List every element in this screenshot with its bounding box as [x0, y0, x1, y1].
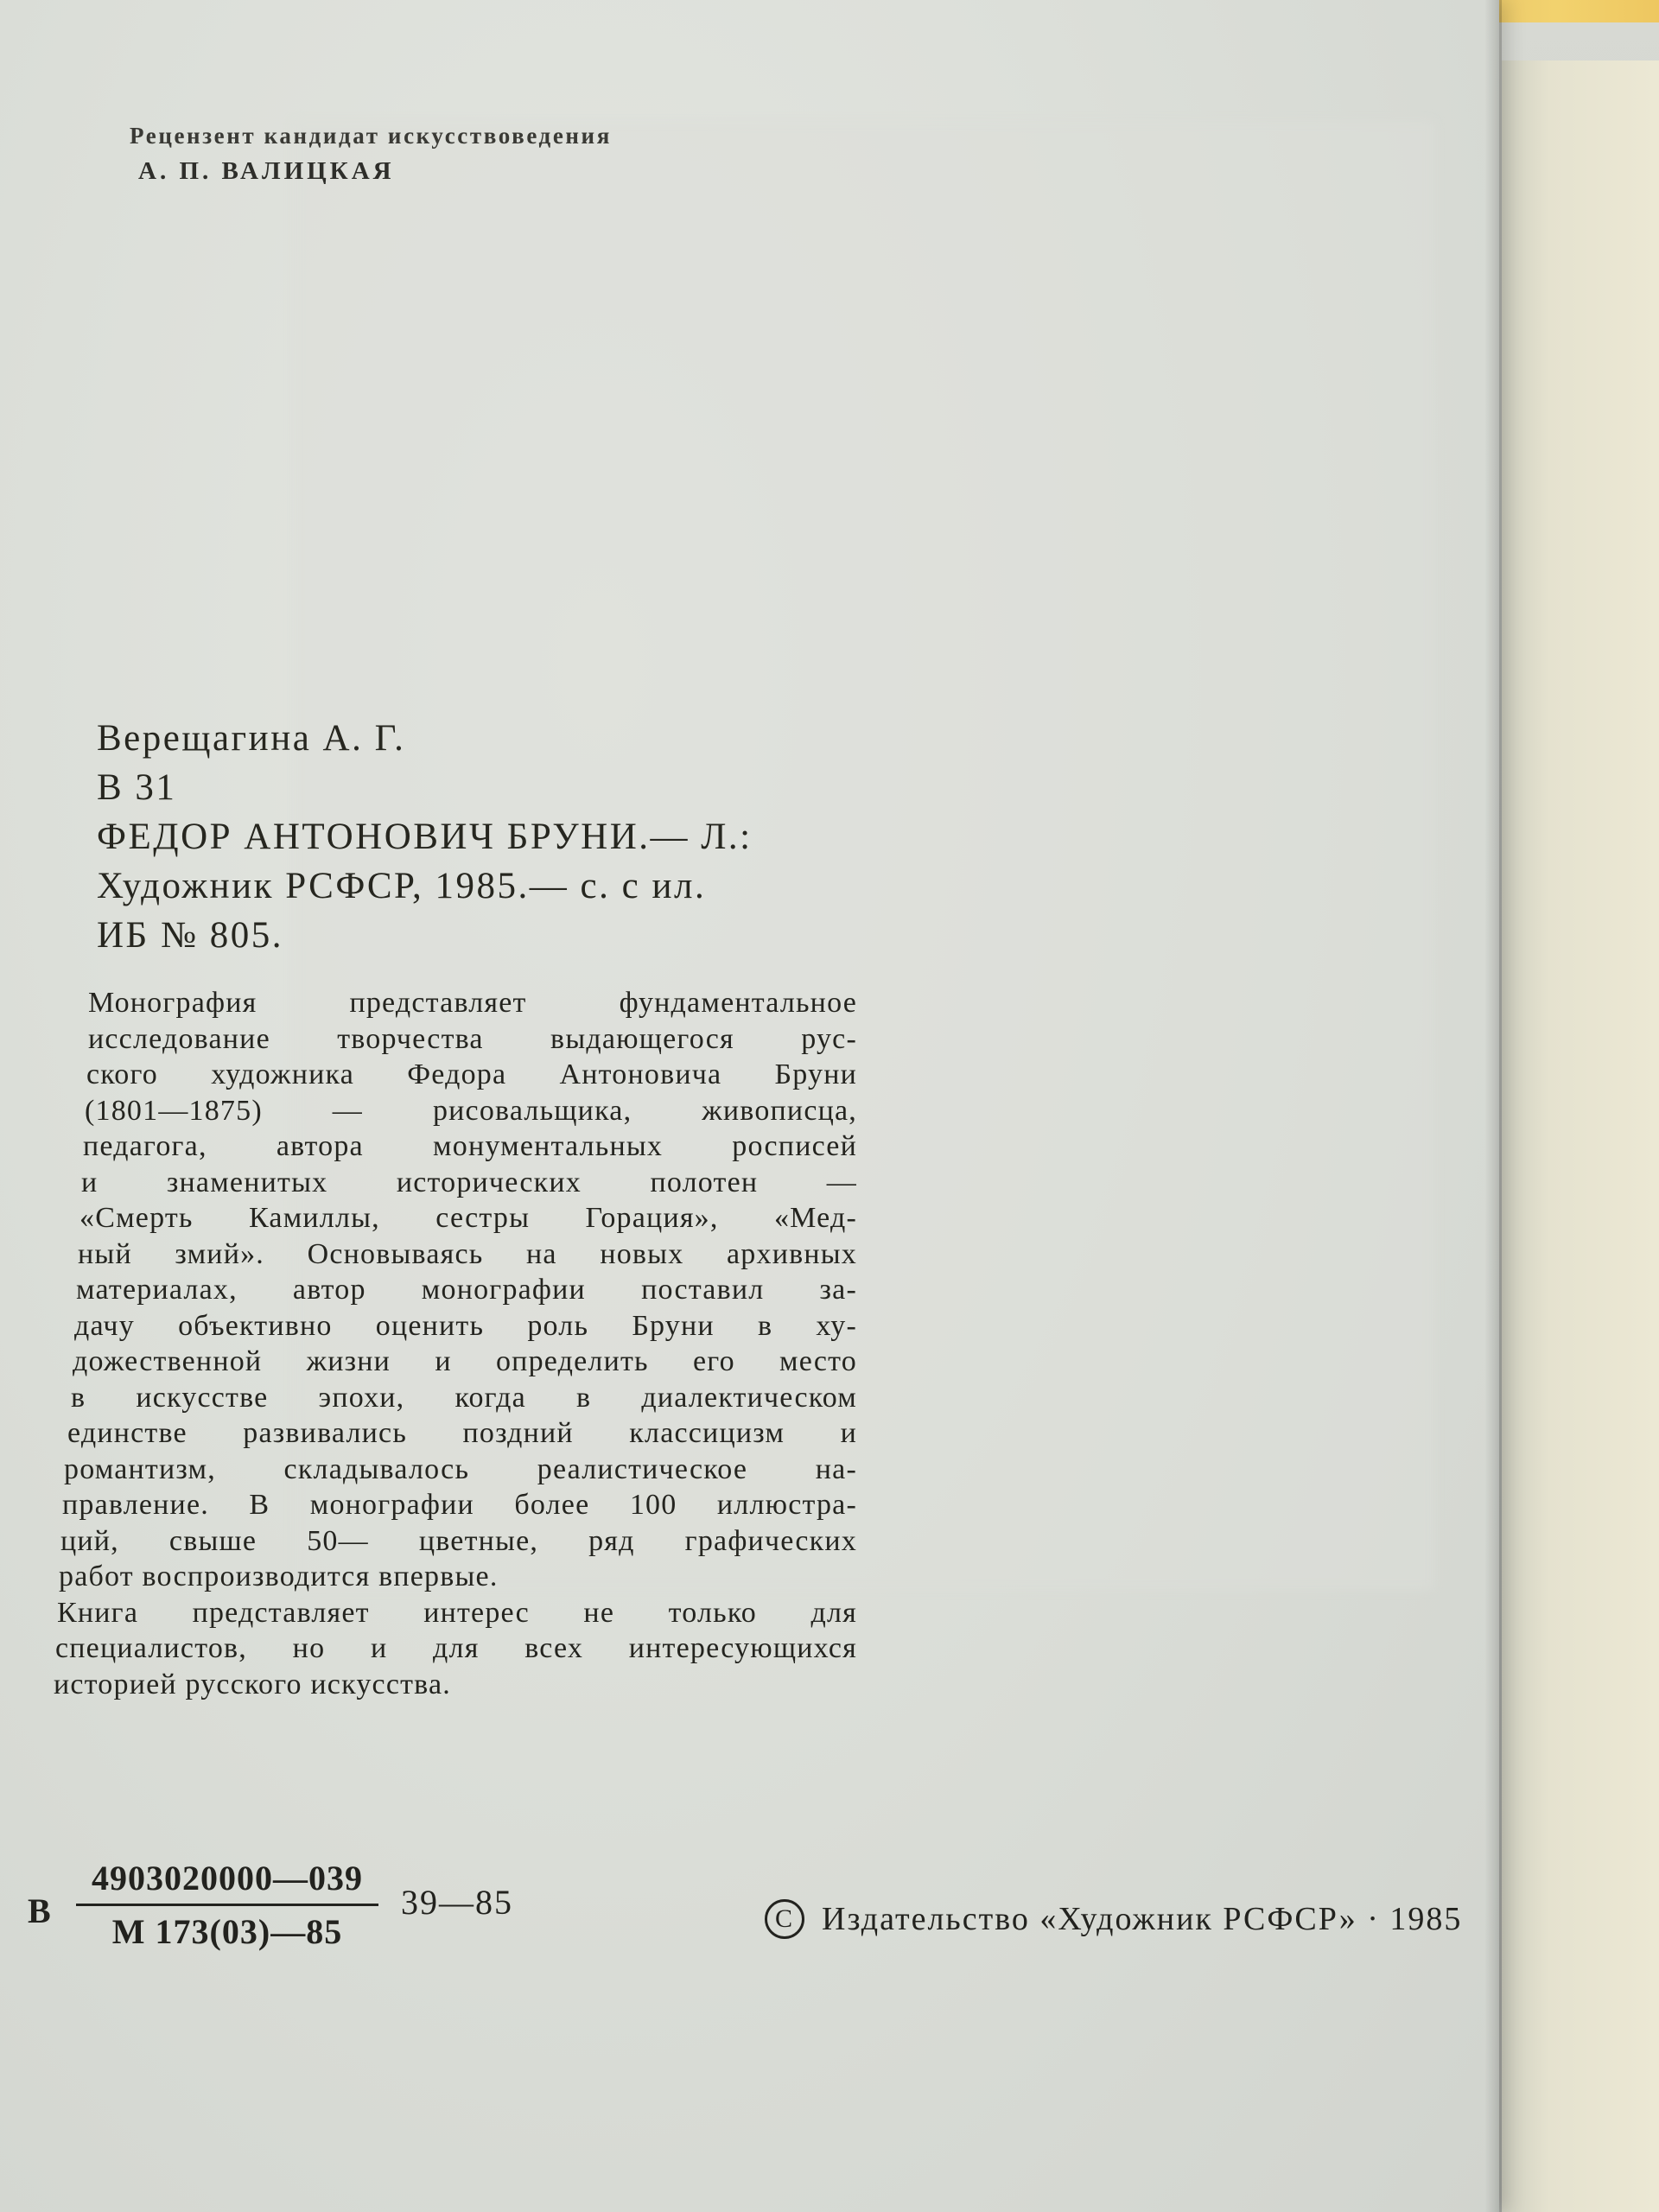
copyright-text: Издательство «Художник РСФСР» · 1985: [822, 1901, 1463, 1937]
bibliographic-record: [97, 714, 753, 960]
abstract-line: Монография представляет фундаментальное: [88, 987, 857, 1019]
order-number: 39—85: [401, 1883, 513, 1922]
reviewer-name: А. П. ВАЛИЦКАЯ: [138, 157, 395, 185]
abstract-line: «Смерть Камиллы, сестры Горация», «Мед-: [79, 1202, 857, 1234]
abstract-line: ный змий». Основываясь на новых архивных: [78, 1237, 857, 1270]
abstract-line: правление. В монографии более 100 иллюстра-: [62, 1489, 857, 1521]
author-line: Верещагина А. Г.: [97, 718, 406, 759]
classification-denominator: М 173(03)—85: [111, 1912, 343, 1951]
page-gutter-shadow: [1484, 0, 1502, 2212]
adjacent-page: [1502, 60, 1659, 2212]
abstract-line: (1801—1875) — рисовальщика, живописца,: [85, 1094, 857, 1127]
abstract-line: работ воспроизводится впервые.: [59, 1560, 499, 1592]
abstract-line: ского художника Федора Антоновича Бруни: [86, 1058, 857, 1090]
classification-letter: В: [28, 1891, 51, 1930]
classification-numerator: 4903020000—039: [76, 1858, 378, 1906]
abstract-line: единстве развивались поздний классицизм и: [67, 1417, 857, 1449]
classification-fraction: [76, 1858, 378, 1952]
abstract-line: дачу объективно оценить роль Бруни в ху-: [74, 1309, 857, 1342]
catalog-index: В 31: [97, 767, 177, 808]
abstract-line: в искусстве эпохи, когда в диалектическом: [71, 1381, 857, 1414]
copyright-icon: C: [765, 1899, 804, 1939]
abstract-line: материалах, автор монографии поставил за-: [76, 1274, 857, 1306]
abstract-line: ций, свыше 50— цветные, ряд графических: [60, 1524, 857, 1557]
copyright-line: [765, 1899, 1462, 1939]
title-line: ФЕДОР АНТОНОВИЧ БРУНИ.— Л.:: [97, 817, 753, 857]
abstract-block: [54, 985, 857, 1702]
abstract-line: и знаменитых исторических полотен —: [81, 1166, 857, 1198]
ib-number: ИБ № 805.: [97, 915, 284, 956]
abstract-line: романтизм, складывалось реалистическое на-: [64, 1452, 857, 1485]
abstract-line: дожественной жизни и определить его место: [73, 1345, 857, 1377]
abstract-line: педагога, автора монументальных росписей: [83, 1130, 857, 1162]
closing-line: историей русского искусства.: [54, 1668, 451, 1700]
abstract-line: исследование творчества выдающегося рус-: [88, 1022, 857, 1055]
closing-line: Книга представляет интерес не только для: [57, 1596, 857, 1629]
closing-line: специалистов, но и для всех интересующихся: [55, 1632, 857, 1664]
publisher-line: Художник РСФСР, 1985.— с. с ил.: [97, 866, 707, 906]
reviewer-label: Рецензент кандидат искусствоведения: [130, 123, 612, 149]
